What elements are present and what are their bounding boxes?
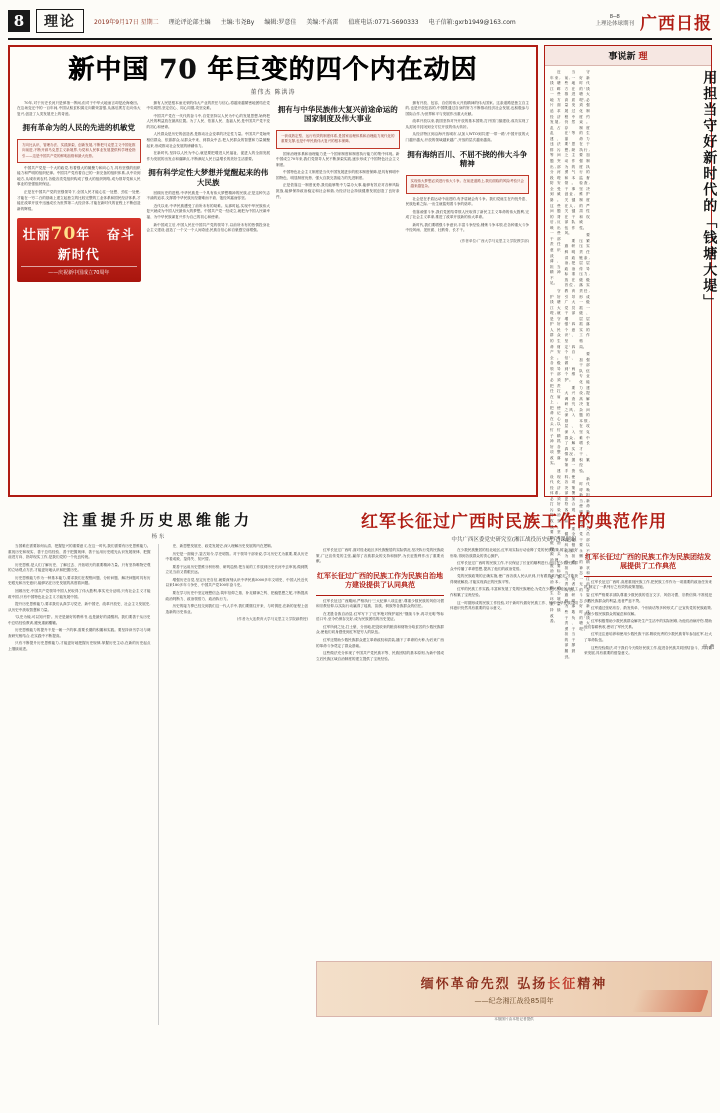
lead-article-signature: (作者单位:广西大学马克思主义学院教学部) bbox=[460, 238, 529, 243]
commemorative-banner bbox=[316, 961, 712, 1017]
paragraph: 红军还帮助少数民族群众建立革命政权和武装,播下了革命的火种,为后来广西的革命斗争奠定了群众基础。 bbox=[316, 637, 444, 648]
paragraph: 近代以来,中华民族遭受了前所未有的劫难。从那时起,实现中华民族伟大复兴就成为中国人民最伟大的梦想。中国共产党一经成立,就把为中国人民谋幸福、为中华民族谋复兴作为自己的初心和使命。 bbox=[146, 203, 270, 219]
paragraph: 红军长征过广西时的民族工作,不仅保证了长征的顺利进行,而且在少数民族群众中传播了革命思想,提高了他们的政治觉悟。 bbox=[450, 561, 578, 571]
paragraph: 人民群众是历史的创造者,是推动社会变革的决定性力量。中国共产党始终相信群众、依靠群众,从群众中来、到群众中去,把人民群众的智慧和力量凝聚起来,形成推动社会发展的磅礴伟力。 bbox=[146, 132, 270, 148]
paragraph: 红军长征过广西期间,严格执行'三大纪律八项注意',尊重少数民族的风俗习惯和宗教信仰,以实际行动赢得了瑶族、苗族、侗族等各族群众的信任。 bbox=[316, 598, 444, 609]
paragraph: 近年来,钱塘江畔一些地方片面追求经济发展,乱占乱建、违法排污等问题突出,部分河段堤防安全受到威胁。这些问题的背后,反映出一些干部责任意识淡薄、担当精神不足。 bbox=[550, 70, 561, 286]
paragraph: 提升历史思维能力,要求我们认真学习党史、新中国史、改革开放史、社会主义发展史,从历史中汲取智慧和力量。 bbox=[8, 602, 151, 612]
paragraph: 守护好钱塘江大堤,就是守护好人民群众的生命财产安全。各级领导干部必须把责任扛在肩上、把使命记在心头,以钉钉子精神抓好各项整改落实。 bbox=[550, 288, 561, 466]
banner-title-pre: 缅怀革命先烈 弘扬 bbox=[420, 976, 548, 992]
paragraph: 新中国成立后,中国人民在中国共产党的领导下,以前所未有的热情投身社会主义建设,创造了一个又一个人间奇迹,民族自信心和自豪感空前增强。 bbox=[146, 222, 270, 233]
page-number: 8 bbox=[8, 10, 30, 32]
lead-subheading-2: 拥有科学定性大梦想并觉醒起来的伟大民族 bbox=[148, 168, 269, 187]
banner-title-highlight: 长征 bbox=[547, 976, 578, 992]
masthead-right bbox=[595, 9, 712, 34]
section-name: 理论 bbox=[36, 9, 84, 33]
paragraph: 在龙胜各族自治县,红军写下了'红军绝对保护瑶民''继续斗争,再寻光明'等标语口号,至今仍保存完好,成为民族团结的历史见证。 bbox=[316, 611, 444, 622]
lead-column-3 bbox=[276, 101, 400, 489]
lead-column-1 bbox=[17, 101, 141, 489]
paragraph: 新时代呼唤新担当,新使命呼唤新作为。广大党员干部要以永不懈怠的精神状态和一往无前的奋斗姿态,守好新时代的'钱塘大堤'。 bbox=[579, 476, 590, 631]
paragraph: 这一时期形成的民族工作经验,对于新时代做好民族工作、铸牢中华民族共同体意识仍然具有重要的启示意义。 bbox=[450, 600, 578, 611]
paragraph: 要压紧压实责任链条,层层传导压力,级级落实责任,形成一级抓一级、层层抓落实的工作格局。 bbox=[579, 233, 590, 349]
lead-subheading-1: 拥有革命为的人民的先进的机敏党 bbox=[22, 123, 135, 133]
paragraph: 正是依靠这一制度优势,我们能够集中力量办大事,能够有效应对各种风险挑战,能够保持政治稳定和社会和谐,为经济社会持续健康发展创造了良好条件。 bbox=[276, 183, 400, 199]
lead-article-title: 新中国 70 年巨变的四个内在动因 bbox=[68, 55, 478, 85]
paragraph: 70年,对于历史长河只是弹指一挥间,但对于中华大地而言却是沧海桑田。在这场变迁中的一百年间,中国从积贫积弱走向繁荣富强,从落后挨打走向伟大复兴,创造了人类发展史上的奇迹。 bbox=[17, 100, 141, 116]
meta-phone: 值班电话:0771-5690333 bbox=[348, 18, 419, 26]
paragraph: 依靠顽强斗争,我们党团结带领人民取得了新民主主义革命的伟大胜利,完成了社会主义革命,推进了改革开放新的伟大革命。 bbox=[405, 209, 529, 220]
publication-date: 2019年9月17日 星期二 bbox=[94, 18, 159, 26]
badge-text-pre: 壮丽 bbox=[22, 228, 51, 244]
badge-subtitle: ——庆祝新中国成立70周年 bbox=[21, 266, 137, 276]
paragraph: 在新时代,坚持以人民为中心,就是要把增进人民福祉、促进人的全面发展作为发展的出发点和落脚点,不断满足人民日益增长的美好生活需要。 bbox=[146, 151, 270, 161]
paragraph: 增强历史自觉,坚定历史自信,就要深刻认识中华民族5000多年文明史、中国人民近代以来180多年斗争史、中国共产党100年奋斗史。 bbox=[165, 577, 308, 588]
paragraph: 这些做法充分体现了中国共产党民族平等、民族团结的基本原则,为新中国成立后民族区域自治制度的建立提供了宝贵经验。 bbox=[316, 651, 444, 661]
paragraph: 红军所到之处,打土豪、分田地,把没收来的粮食和财物分给贫苦的少数民族群众,使他们切身感受到红军是穷人的队伍。 bbox=[316, 624, 444, 635]
paragraph: 要善于运用历史思维分析形势、研判趋势,把当前的工作放到历史长河中去审视,做到既立足当前又着眼长远。 bbox=[165, 564, 308, 575]
lead-subheading-4: 拥有海纳百川、不屈不挠的伟大斗争精神 bbox=[407, 149, 528, 169]
paragraph: 红军长征过广西时,高度重视民族工作,把民族工作作为一项重要的政治任务来抓,制定了一系列行之有效的政策措施。 bbox=[584, 579, 712, 590]
article2-column-1 bbox=[8, 544, 151, 1025]
article3-subtitle: 中共广西区委党史研究室(湘江战役历史研究)课题组 bbox=[451, 537, 577, 543]
paragraph: 要加强干部队伍专业化能力建设,提高解决复杂问题的本领,在攻坚克难中增长才干、积累经验。 bbox=[579, 352, 590, 473]
paragraph: 党的民族政策的正确实施,使广西各族人民认识到,只有跟着共产党走,才能获得彻底解放,才能实现真正的民族平等。 bbox=[450, 574, 578, 584]
paper-title: 广西日报 bbox=[640, 13, 712, 34]
paragraph: 历史的接力棒已经交到我们这一代人手中,我们要继往开来、与时俱进,在新的征程上创造新的历史伟业。 bbox=[165, 604, 308, 614]
paragraph: 回顾历史的进程,中华民族是一个具有伟大梦想精神的民族,正是这种矢志不渝的追求,支撑着中华民族历经磨难而不衰、饱经风霜而弥坚。 bbox=[146, 190, 270, 201]
paragraph: 红军积极帮助少数民族群众解决生产生活中的实际困难,为他们治病疗伤,帮助他们春耕秋收,密切了军民关系。 bbox=[584, 619, 712, 629]
meta-email: 电子信箱:gxrb1949@163.com bbox=[428, 18, 516, 26]
article-long-march bbox=[316, 505, 712, 1025]
column-divider bbox=[158, 544, 159, 1025]
paragraph: 历史思维,是人们了解历史、了解过去、开拓明天的重要精神力量。只有坚持唯物史观的立场观点方法,才能更好地认识和把握历史。 bbox=[8, 562, 151, 573]
paragraph: 红军严格要求部队尊重少数民族的语言文字、风俗习惯、宗教信仰,不准侵犯少数民族群众的利益,违者严惩不贷。 bbox=[584, 593, 712, 603]
anniversary-badge bbox=[17, 218, 141, 282]
sidebar-author: 费 平 bbox=[701, 643, 715, 650]
article3-column-2 bbox=[450, 548, 578, 957]
lead-article-byline: 董伟杰 陈洪涛 bbox=[250, 88, 296, 96]
meta-chief-editor: 主编:韦尧By bbox=[220, 18, 255, 26]
lead-article-columns bbox=[17, 101, 529, 489]
paragraph: 国家治理体系和治理能力是一个国家制度和制度执行能力的集中体现。新中国成立70年来,我们党领导人民不断探索实践,逐步形成了中国特色社会主义制度。 bbox=[276, 151, 400, 167]
meta-designer: 美编:不高雷 bbox=[306, 18, 339, 26]
paragraph: 红军还注意培养和使用少数民族干部,吸收优秀的少数民族青年参加红军,壮大了革命队伍。 bbox=[584, 632, 712, 642]
article2-column-2 bbox=[166, 544, 309, 1025]
divider-line bbox=[316, 595, 444, 596]
paragraph: 要健全容错纠错机制,为担当者担当、为负责者负责,旗帜鲜明为那些敢于负责、勇于担当的干部撑腰鼓劲。 bbox=[564, 526, 576, 659]
masthead bbox=[8, 6, 712, 40]
paragraph: 红军长征过广西时,面对桂北地区多民族聚居的实际情况,坚决执行党的民族政策,广泛宣传党的主张,赢得了各族群众的支持和拥护,为长征胜利作出了重要贡献。 bbox=[316, 548, 444, 564]
lead-pullquote-2: 一套成熟定型、运行有效的制度体系,是国家治理体系和治理能力现代化的重要支撑,也是中华民族伟大复兴的根本保障。 bbox=[276, 130, 400, 149]
ribbon-decoration bbox=[631, 990, 708, 1012]
meta-editor: 编辑:罗意佳 bbox=[264, 18, 297, 26]
article2-byline: 杨 东 bbox=[151, 534, 165, 540]
sidebar-flag bbox=[545, 46, 711, 66]
banner-title-post: 精神 bbox=[577, 976, 608, 992]
article2-title: 注重提升历史思维能力 bbox=[62, 511, 253, 529]
article-history-thinking bbox=[8, 505, 308, 1025]
bottom-area bbox=[8, 505, 712, 1025]
article3-subheading-2: 红军长征过广西的民族工作为民族团结发展提供了工作典范 bbox=[585, 552, 711, 571]
divider-line bbox=[584, 576, 712, 577]
lead-article bbox=[8, 45, 538, 497]
paragraph: 守好新时代的'钱塘大堤',必须强化制度约束。制度的生命力在于执行,要加强制度执行的监督检查,坚决维护制度的严肃性和权威性。 bbox=[579, 70, 590, 230]
article3-column-3 bbox=[584, 548, 712, 957]
paragraph: 正是在中国共产党的坚强领导下,全国人民才能心往一处想、劲往一处使,才能在一穷二白的基础上建立起独立的比较完整的工业体系和国民经济体系,才能在改革开放中迅速成长为世界第二大经济体,才能在新时代的征程上不断创造新的辉煌。 bbox=[17, 190, 141, 211]
paragraph: 要旗帜鲜明讲政治,把政治标准放在首位,教育引导广大党员干部增强'四个意识'、坚定'四个自信'、做到'两个维护'。 bbox=[564, 238, 576, 382]
paragraph: 在少数民族聚居的桂北地区,红军用实际行动诠释了党的民族政策,树立了良好形象,得到各族群众的衷心拥护。 bbox=[450, 548, 578, 558]
paragraph: 回顾历史,中国共产党领导中国人民取得了伟大胜利,事实充分证明,只有社会主义才能救中国,只有中国特色社会主义才能发展中国。 bbox=[8, 588, 151, 599]
badge-text-post: 年 bbox=[76, 228, 91, 244]
paragraph: 要大兴调查研究之风,深入基层、深入群众,了解真实情况,掌握第一手资料,使各项决策部署更加符合客观实际。 bbox=[564, 385, 576, 523]
paragraph: 建设现代化经济体系,必须打好污染防治攻坚战。要坚持系统治理、源头治理,既要治标更要治本,推动生态环境质量持续改善。 bbox=[550, 468, 561, 624]
paragraph: 当前,一些地方在推进高质量发展过程中仍然存在'等靠要'思想,缺乏主动作为的勇气和本领。干事创业,关键在人,关键在干部队伍作风。 bbox=[564, 70, 576, 236]
banner-subtitle: ——纪念湘江战役85周年 bbox=[474, 996, 554, 1005]
sidebar-flag-left: 事说新 bbox=[608, 52, 636, 62]
badge-text-right: 奋斗新时代 bbox=[57, 228, 135, 264]
sidebar-flag-right: 理 bbox=[638, 52, 648, 62]
paragraph: 中国共产党在一代代的奋斗中,自觉坚持以人民为中心的发展思想,始终把人民的利益放在最高位置。为了人民、依靠人民、造福人民,是中国共产党不变的初心和使命。 bbox=[146, 113, 270, 129]
paragraph: 历史是一面镜子,鉴古知今,学史明智。对于领导干部来说,学习历史尤为重要,要从历史中看成败、鉴得失、知兴替。 bbox=[165, 551, 308, 562]
banner-credit: 本版图片由本报记者提供 bbox=[494, 1017, 534, 1021]
sidebar-vertical-title: 用担当守好新时代的「钱塘大堤」 bbox=[701, 70, 718, 310]
article2-columns bbox=[8, 544, 308, 1025]
lead-subheading-3: 拥有与中华民族伟大复兴前途命运的国家制度及伟大事业 bbox=[277, 104, 398, 124]
paragraph: 历史思维能力作为一种基本能力,要求我们在观察问题、分析问题、解决问题时具有历史眼光和历史意识,能够站在历史发展的高度看问题。 bbox=[8, 575, 151, 586]
paragraph: 拥有人民是根本而光荣的伟大产业的责任与信心,将越来越紧密地团结在党中央周围,坚定信心、同心同德,攻坚克难。 bbox=[146, 100, 270, 111]
masthead-note-2: 上理论体球期刊 bbox=[595, 21, 634, 27]
paragraph: 当国难在需要如何认清、把握复兴的重要意义,在这一时代,我们需要有历史思维能力。重视历史和现实、善于总结经验、善于把握规律、善于运用历史眼光认识发展规律、把握前进方向、指导现实工作,是我们党的一个优良传统。 bbox=[8, 544, 151, 560]
badge-number: 70 bbox=[50, 224, 77, 245]
lead-pullquote-1: 方向比认识、管理办法、实践探索、创新发展,不断把马克思主义中国化推向前进,不断开辟马克思主义新境界,为党和人民事业发展提供科学理论指引——这是中国共产党的鲜明品格和最大优势。 bbox=[17, 139, 141, 163]
paragraph: 改革开放以来,我国坚持对外开放的基本国策,打开国门搞建设,成功实现了从封闭半封闭到全方位开放的伟大转折。 bbox=[405, 119, 529, 129]
paragraph: 新时代,我们要增强斗争意识,丰富斗争经验,锤炼斗争本领,在各种重大斗争中经风雨、见世面、壮筋骨、长才干。 bbox=[405, 222, 529, 233]
paragraph: 中国共产党是一个大的政党,有着强大的凝聚力和向心力,具有坚强的组织能力和严明的组织纪律。中国共产党有着自己的一套完备的组织体系,从中央到地方,从城市到农村,各级各类党组织构成了强大的组织网络,成为领导党和人民事业的坚强组织保证。 bbox=[17, 165, 141, 187]
article3-column-1 bbox=[316, 548, 444, 957]
paragraph: 史、新思想发展史、政党发展史,深入理解历史发展的内在逻辑。 bbox=[172, 544, 275, 548]
article3-subheading-1: 红军长征过广西的民族工作为民族自治地方建设提供了认同典范 bbox=[317, 570, 443, 590]
article2-signature: (作者为大连教育大学马克思主义学院副教授) bbox=[236, 617, 308, 622]
lead-column-4 bbox=[406, 101, 530, 489]
lead-column-2 bbox=[147, 101, 271, 489]
paragraph: '以史为镜,可以知兴替'。历史是最好的教科书,也是最好的清醒剂。我们要善于从历史中总结经验教训,避免重蹈覆辙。 bbox=[8, 615, 151, 625]
article3-columns bbox=[316, 548, 712, 957]
masthead-meta bbox=[94, 17, 595, 26]
masthead-note-1: 8─8 bbox=[609, 13, 620, 20]
paragraph: 红军通过张贴布告、散发传单、个别谈话等多种形式,广泛宣传党的民族政策,消除少数民族群众的疑虑和误解。 bbox=[584, 606, 712, 616]
paragraph: 社会是在矛盾运动中前进的,有矛盾就会有斗争。我们党诞生在内忧外患、民族危难之际,一出生就铭刻着斗争的烙印。 bbox=[405, 196, 529, 207]
lead-pullquote-3: 实现伟大梦想必须进行伟大斗争。在前进道路上,我们面临的风险考验只会越来越复杂。 bbox=[406, 175, 530, 194]
paragraph: 只有不断提升历史思维能力,才能更好地把握历史规律,掌握历史主动,在新的历史起点上继续前进。 bbox=[8, 641, 151, 651]
paragraph: 从经济特区到沿海开放城市,从加入WTO到共建'一带一路',中国开放的大门越开越大,开放的领域越来越广,开放的层次越来越高。 bbox=[405, 132, 529, 142]
paragraph: 要在学习历史中坚定理想信念,筑牢信仰之基、补足精神之钙、把稳思想之舵,不断提高政治判断力、政治领悟力、政治执行力。 bbox=[165, 590, 308, 601]
meta-editor-dept: 理论评论部主编 bbox=[168, 18, 211, 26]
paragraph: 中国特色社会主义制度是当代中国发展进步的根本制度保障,是具有鲜明中国特色、明显制度优势、强大自我完善能力的先进制度。 bbox=[276, 170, 400, 180]
paragraph: 拥有开放、包容、自信的伟大开放精神的伟大国家。这条道路是独立自主的,也是开放包容的,中国既通过自身的努力不断推动经济社会发展,也积极参与国际合作,为世界和平与发展作出重大贡献。 bbox=[405, 100, 529, 116]
paragraph: 历史思维能力的提升不是一朝一夕的事,需要长期的积累和实践。要坚持读书学习与调查研究相结合,在实践中不断提高。 bbox=[8, 628, 151, 638]
paragraph: 这些经验做法,对于我们今天做好民族工作,促进各民族共同团结奋斗、共同繁荣发展,具有重要的借鉴意义。 bbox=[584, 645, 712, 656]
paragraph: 红军的民族工作实践,丰富和发展了党的民族理论,为党在少数民族地区开展工作积累了宝贵经验。 bbox=[450, 587, 578, 597]
article3-title: 红军长征过广西时民族工作的典范作用 bbox=[361, 512, 667, 532]
